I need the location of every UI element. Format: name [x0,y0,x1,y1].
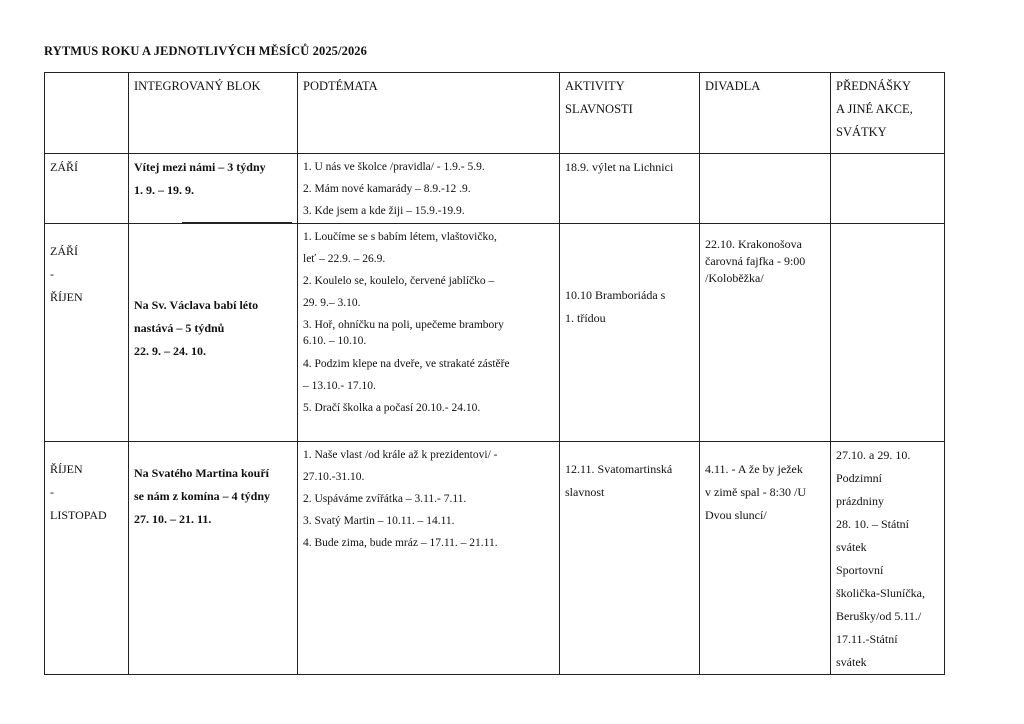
theatre-text: v zimě spal - 8:30 /U [705,485,806,499]
month-label: - [50,485,54,499]
header-subtopics [298,73,560,154]
month-label: - [50,267,54,281]
subtopic-item: 2. Mám nové kamarády – 8.9.-12 .9. [303,183,471,195]
subtopics-cell [298,442,560,675]
block-text: se nám z komína – 4 týdny [134,489,271,503]
lecture-text: prázdniny [836,494,884,508]
subtopic-item: 1. Loučíme se s babím létem, vlaštovičko, [303,231,497,243]
block-text: Na Sv. Václava babí léto [134,298,259,312]
activity-text: 12.11. Svatomartinská [565,462,673,476]
month-label: ZÁŘÍ [50,160,78,174]
subtopic-item: 1. U nás ve školce /pravidla/ - 1.9.- 5.9. [303,161,485,173]
lectures-cell [831,224,945,442]
subtopic-item: 3. Svatý Martin – 10.11. – 14.11. [303,515,455,527]
activity-text: 1. třídou [565,311,606,325]
month-label: ŘÍJEN [50,462,83,476]
activity-text: 18.9. výlet na Lichnici [565,160,674,174]
header-lectures [831,73,945,154]
table-row [45,442,945,675]
subtopic-item: 3. Hoř, ohníčku na poli, upečeme brambory [303,319,504,331]
theatre-cell [700,224,831,442]
lecture-text: Sportovní [836,563,884,577]
subtopic-item: 4. Podzim klepe na dveře, ve strakaté zástěře [303,358,510,370]
theatre-text: Dvou sluncí/ [705,508,767,522]
month-cell [45,224,129,442]
integrated-block-cell [129,154,298,224]
integrated-block-cell [129,224,298,442]
subtopics-cell [298,224,560,442]
header-activities [560,73,700,154]
subtopic-item: 29. 9.– 3.10. [303,297,361,309]
lectures-cell [831,154,945,224]
lecture-text: svátek [836,540,867,554]
lecture-text: 17.11.-Státní [836,632,898,646]
subtopic-item: – 13.10.- 17.10. [303,380,376,392]
lecture-text: Berušky/od 5.11./ [836,609,922,623]
header-text: PODTÉMATA [303,79,378,93]
header-text: DIVADLA [705,79,761,93]
subtopic-item: 2. Uspáváme zvířátka – 3.11.- 7.11. [303,493,467,505]
month-label: ŘÍJEN [50,290,83,304]
table-row [45,154,945,224]
month-label: LISTOPAD [50,508,107,522]
theatre-text: 22.10. Krakonošova [705,237,802,251]
subtopic-item: 27.10.-31.10. [303,471,365,483]
theatre-text: 4.11. - A že by ježek [705,462,803,476]
activities-cell [560,442,700,675]
theatre-cell [700,442,831,675]
subtopics-cell [298,154,560,224]
page-title: RYTMUS ROKU A JEDNOTLIVÝCH MĚSÍCŮ 2025/2026 [44,44,367,58]
subtopic-item: 4. Bude zima, bude mráz – 17.11. – 21.11. [303,537,498,549]
subtopic-item: 2. Koulelo se, koulelo, červené jablíčko – [303,275,495,287]
activity-text: slavnost [565,485,605,499]
block-text: nastává – 5 týdnů [134,321,225,335]
activities-cell [560,154,700,224]
month-cell [45,154,129,224]
subtopic-item: leť – 22.9. – 26.9. [303,253,386,265]
theatre-cell [700,154,831,224]
month-cell [45,442,129,675]
subtopic-item: 6.10. – 10.10. [303,335,367,347]
lecture-text: 27.10. a 29. 10. [836,448,911,462]
header-text: PŘEDNÁŠKY [836,79,912,93]
block-text: 27. 10. – 21. 11. [134,512,212,526]
integrated-block-cell [129,442,298,675]
month-label: ZÁŘÍ [50,244,78,258]
activities-cell [560,224,700,442]
header-text: SVÁTKY [836,125,887,139]
theatre-text: čarovná fajfka - 9:00 [705,254,806,268]
header-text: SLAVNOSTI [565,102,633,116]
subtopic-item: 5. Dračí školka a počasí 20.10.- 24.10. [303,402,481,414]
block-text: Vítej mezi námi – 3 týdny [134,160,266,174]
header-month [45,73,129,154]
lecture-text: Podzimní [836,471,883,485]
subtopic-item: 3. Kde jsem a kde žiji – 15.9.-19.9. [303,205,465,217]
header-row [45,73,945,154]
block-text: 1. 9. – 19. 9. [134,183,194,197]
theatre-text: /Koloběžka/ [705,271,764,285]
block-text: Na Svatého Martina kouří [134,466,269,480]
lecture-text: školička-Sluníčka, [836,586,925,600]
header-theatre [700,73,831,154]
schedule-table [44,72,945,675]
header-text: AKTIVITY [565,79,625,93]
header-text: INTEGROVANÝ BLOK [134,79,261,93]
subtopic-item: 1. Naše vlast /od krále až k prezidentovi/ - [303,449,498,461]
lectures-cell [831,442,945,675]
header-text: A JINÉ AKCE, [836,102,913,116]
table-row [45,224,945,442]
activity-text: 10.10 Bramboriáda s [565,288,666,302]
lecture-text: svátek [836,655,867,669]
lecture-text: 28. 10. – Státní [836,517,910,531]
block-text: 22. 9. – 24. 10. [134,344,206,358]
header-integrated-block [129,73,298,154]
